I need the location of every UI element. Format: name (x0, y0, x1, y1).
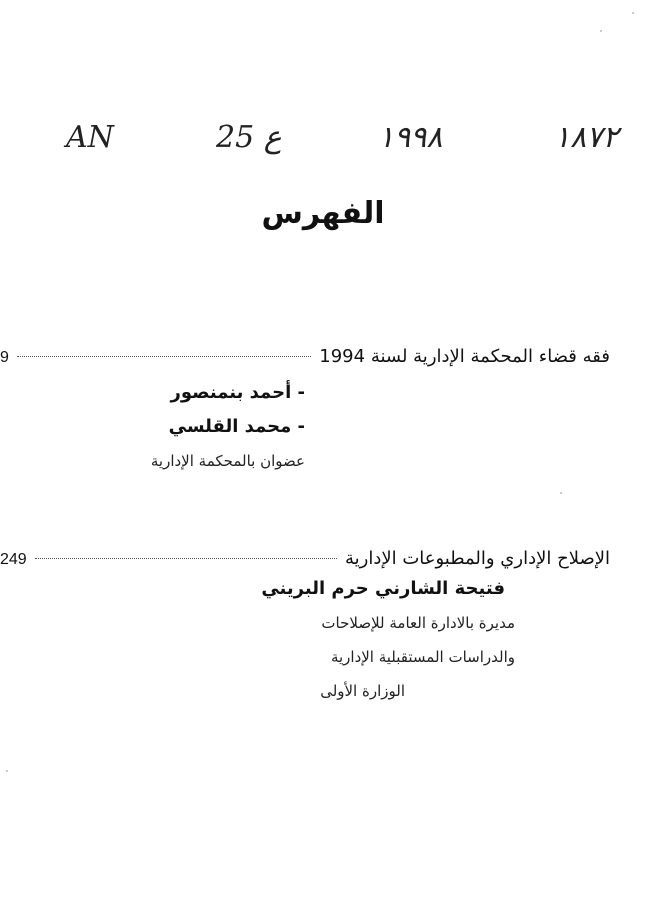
handwritten-code: AN (66, 120, 114, 155)
toc-entry (0, 346, 610, 470)
handwritten-year: ١٩٩٨ (378, 120, 443, 155)
handwritten-id: ١٨٧٢ (554, 120, 619, 155)
toc-page-number: 9 (0, 349, 9, 366)
toc-page-number: 249 (0, 551, 27, 568)
toc-entry-title: فقه قضاء المحكمة الإدارية لسنة 1994 (319, 346, 610, 367)
toc-entry-title: الإصلاح الإداري والمطبوعات الإدارية (344, 548, 610, 569)
author-affiliation: مديرة بالادارة العامة للإصلاحات (321, 614, 515, 632)
author-name: - أحمد بنمنصور (170, 382, 305, 403)
dot-leader (17, 355, 311, 357)
toc-entry-line (0, 548, 610, 569)
author-affiliation: عضوان بالمحكمة الإدارية (150, 452, 305, 470)
author-affiliation: والدراسات المستقبلية الإدارية (330, 648, 515, 666)
toc-entry-line (0, 346, 610, 367)
scan-speck (560, 492, 562, 494)
author-name: - محمد القلسي (168, 416, 305, 437)
page-title: الفهرس (261, 196, 385, 231)
author-name: فتيحة الشارني حرم البريني (261, 578, 505, 599)
scan-speck (632, 12, 634, 14)
handwritten-number: 25 ع (216, 120, 282, 155)
scan-speck (600, 30, 602, 32)
dot-leader (35, 557, 337, 559)
scan-speck (6, 770, 8, 772)
toc-entry (0, 548, 610, 700)
author-affiliation: الوزارة الأولى (320, 682, 405, 700)
